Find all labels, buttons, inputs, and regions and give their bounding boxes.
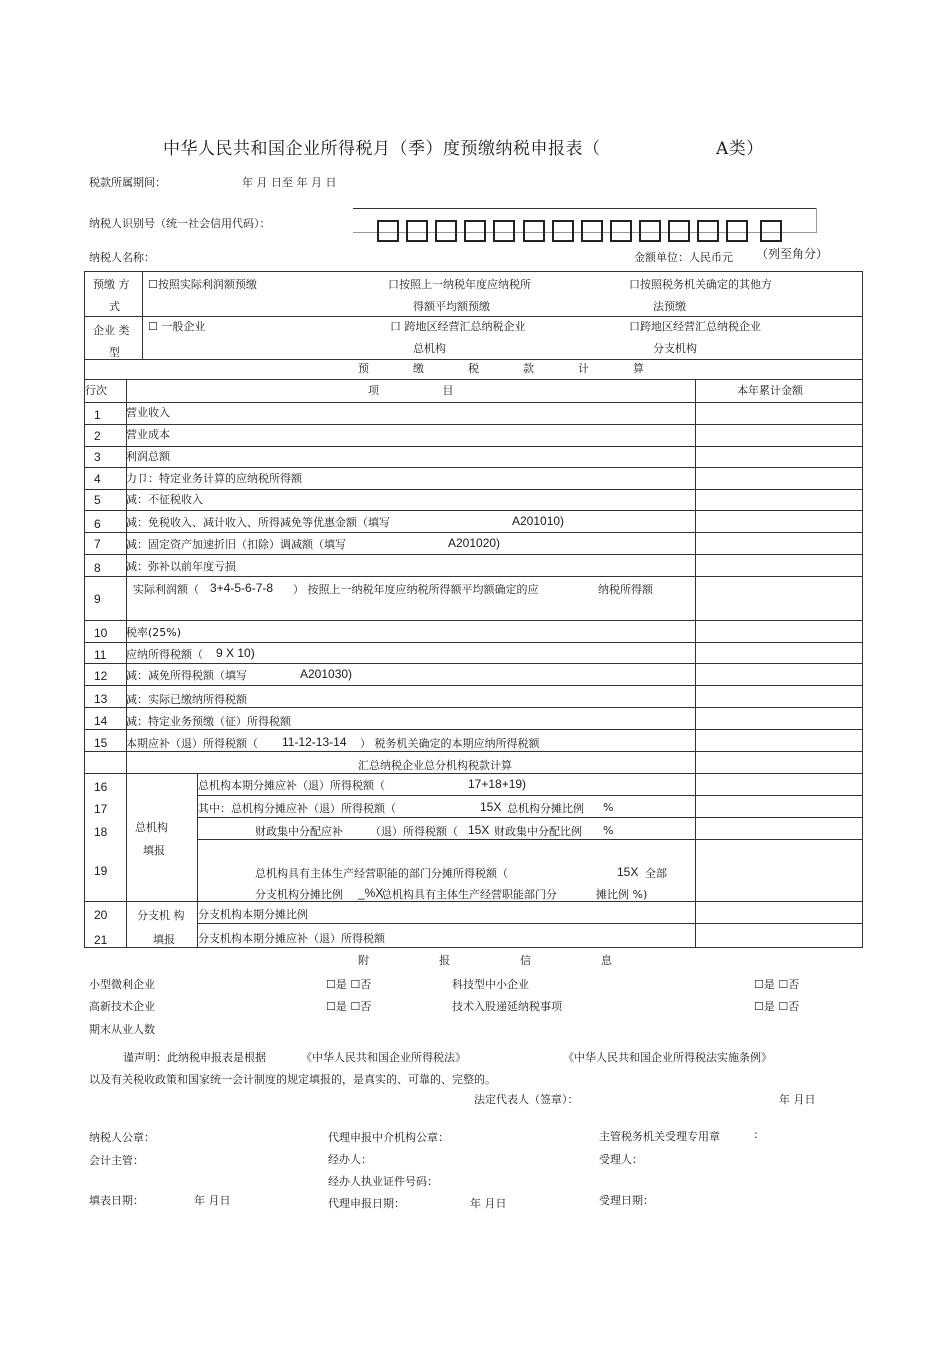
row-code: A201030) — [300, 667, 353, 681]
row-text: 分支机构本期分摊应补（退）所得税额 — [198, 932, 385, 945]
enterprise-option-branch-2: 分支机构 — [653, 342, 697, 355]
row-text: 减：弥补以前年度亏损 — [126, 560, 236, 573]
tech-sme-yesno[interactable]: ☐是 ☐否 — [754, 978, 800, 991]
row-text: 其中：总机构分摊应补（退）所得税额（ — [198, 802, 396, 815]
employees-label: 期末从业人数 — [89, 1023, 155, 1036]
row-no: 4 — [94, 472, 101, 486]
fill-date-value[interactable]: 年 月日 — [194, 1194, 231, 1207]
row-text: 减：特定业务预缴（征）所得税额 — [126, 715, 291, 728]
row-code: A201020) — [448, 536, 501, 550]
row-no: 20 — [94, 908, 108, 922]
row-no: 11 — [94, 648, 107, 662]
section-attached-info: 附报信息 — [358, 954, 682, 967]
row-text: 总机构本期分摊应补（退）所得税额（ — [198, 779, 385, 792]
agency-date-value[interactable]: 年 月日 — [470, 1197, 507, 1210]
receiver-label[interactable]: 受理人： — [599, 1153, 643, 1166]
legal-rep-label[interactable]: 法定代表人（签章）： — [474, 1093, 579, 1106]
form-title-suffix: A类） — [716, 139, 764, 159]
prepay-option-other-2: 法预缴 — [653, 300, 686, 313]
row-no: 9 — [94, 592, 101, 606]
row-no: 13 — [94, 692, 108, 706]
row-formula: 15X — [468, 823, 490, 837]
row-text: 减：固定资产加速折旧（扣除）调减额（填写 — [126, 538, 346, 551]
row-text: 应纳所得税额（ — [126, 648, 203, 661]
legal-rep-date[interactable]: 年 月日 — [779, 1093, 816, 1106]
tech-share-label: 技术入股递延纳税事项 — [452, 1000, 562, 1013]
row-text: 减：减免所得税额（填写 — [126, 669, 247, 682]
row-no: 12 — [94, 669, 108, 683]
row-text: 财政集中分配应补 — [255, 825, 343, 838]
row-pct: % — [603, 824, 614, 837]
row-no: 19 — [94, 864, 108, 878]
col-header-row: 行次 — [85, 384, 107, 397]
enterprise-option-branch[interactable]: 口跨地区经营汇总纳税企业 — [629, 320, 761, 333]
row-no: 1 — [94, 408, 101, 422]
prepay-option-average[interactable]: 口按照上一纳税年度应纳税所 — [388, 278, 531, 291]
hq-label: 总机构 — [135, 821, 168, 834]
section-hq-branch-calc: 汇总纳税企业总分机构税款计算 — [358, 759, 512, 772]
row-text: 减：不征税收入 — [126, 493, 203, 506]
row-no: 6 — [94, 517, 101, 531]
row-pct: % — [603, 801, 614, 814]
row-no: 5 — [94, 493, 101, 507]
currency-note: （列至角分） — [756, 247, 829, 261]
row-text: 减：实际已缴纳所得税额 — [126, 693, 247, 706]
row-formula: 15X — [480, 800, 502, 814]
agency-seal-label[interactable]: 代理申报中介机构公章： — [328, 1131, 449, 1144]
row-no: 7 — [94, 537, 101, 551]
hightech-yesno[interactable]: ☐是 ☐否 — [326, 1000, 372, 1013]
form-title: 中华人民共和国企业所得税月（季）度预缴纳税申报表（ — [163, 139, 601, 159]
authority-seal-label[interactable]: 主管税务机关受理专用章 — [599, 1130, 720, 1143]
hq-label-2: 填报 — [143, 844, 165, 857]
row-text-cont: ） 税务机关确定的本期应纳所得税额 — [360, 737, 540, 750]
row-line2a: 分支机构分摊比例 — [255, 888, 343, 901]
row-no: 3 — [94, 450, 101, 464]
accountant-label[interactable]: 会计主管： — [89, 1154, 144, 1167]
row-text-cont: 总机构分摊比例 — [507, 802, 584, 815]
row-text-cont: ） 按照上一纳税年度应纳税所得额平均额确定的应 — [293, 583, 539, 596]
declaration-prefix: 谨声明：此纳税申报表是根据 — [123, 1051, 266, 1064]
handler-cert-label[interactable]: 经办人执业证件号码： — [328, 1175, 438, 1188]
currency-unit: 金额单位：人民币元 — [634, 251, 733, 264]
enterprise-option-hq-2: 总机构 — [413, 342, 446, 355]
fill-date-label: 填表日期： — [89, 1194, 144, 1207]
row-no: 17 — [94, 802, 108, 816]
row-formula: 17+18+19) — [468, 777, 527, 791]
row-no: 14 — [94, 714, 108, 728]
section-prepay-calc: 预缴税款计算 — [358, 362, 688, 375]
row-no: 21 — [94, 933, 108, 947]
tech-share-yesno[interactable]: ☐是 ☐否 — [754, 1000, 800, 1013]
row-text-cont: 财政集中分配比例 — [494, 825, 582, 838]
row-no: 18 — [94, 825, 108, 839]
row-text: 分支机构本期分摊比例 — [198, 908, 308, 921]
prepay-option-actual[interactable]: ☐按照实际利润额预缴 — [148, 278, 257, 291]
row-text: 营业成本 — [126, 428, 170, 441]
declaration-law1: 《中华人民共和国企业所得税法》 — [301, 1051, 466, 1064]
row-line2b: _%X — [358, 886, 384, 900]
row-formula: 15X — [617, 865, 639, 879]
row-text: 总机构具有主体生产经营职能的部门分摊所得税额（ — [255, 867, 508, 880]
enterprise-option-general[interactable]: ☐ 一般企业 — [148, 320, 206, 333]
tech-sme-label: 科技型中小企业 — [452, 978, 529, 991]
prepay-option-other[interactable]: 口按照税务机关确定的其他方 — [629, 278, 772, 291]
row-text: 实际利润额（ — [133, 583, 199, 596]
period-label: 税款所属期间： — [89, 176, 166, 189]
row-text: 营业收入 — [126, 406, 170, 419]
small-enterprise-yesno[interactable]: ☐是 ☐否 — [326, 978, 372, 991]
prepay-option-average-2: 得额平均额预缴 — [413, 300, 490, 313]
enterprise-type-label-2: 型 — [109, 346, 120, 359]
period-value[interactable]: 年 月 日至 年 月 日 — [242, 176, 337, 189]
agency-date-label: 代理申报日期： — [328, 1197, 405, 1210]
row-text-cont: 全部 — [645, 867, 667, 880]
declaration-law2: 《中华人民共和国企业所得税法实施条例》 — [563, 1051, 772, 1064]
enterprise-type-label: 企业 类 — [93, 324, 130, 337]
enterprise-option-hq[interactable]: 口 跨地区经营汇总纳税企业 — [390, 320, 526, 333]
row-text: 减：免税收入、减计收入、所得减免等优惠金额（填写 — [126, 516, 390, 529]
taxpayer-id-label: 纳税人识别号（统一社会信用代码）： — [89, 217, 271, 230]
row-text-cont-2: 纳税所得额 — [598, 583, 653, 596]
branch-label: 分支机 构 — [137, 909, 185, 922]
declaration-line2: 以及有关税收政策和国家统一会计制度的规定填报的，是真实的、可靠的、完整的。 — [89, 1073, 496, 1086]
row-text: 本期应补（退）所得税额（ — [126, 737, 258, 750]
taxpayer-seal-label[interactable]: 纳税人公章： — [89, 1131, 155, 1144]
row-no: 8 — [94, 561, 101, 575]
row-code: A201010) — [512, 514, 565, 528]
prepay-method-label-2: 式 — [109, 300, 120, 313]
row-no: 16 — [94, 780, 108, 794]
row-line2c: 总机构具有主体生产经营职能部门分 — [381, 888, 557, 901]
row-text: 力卩：特定业务计算的应纳税所得额 — [126, 472, 302, 485]
branch-label-2: 填报 — [153, 933, 175, 946]
receive-date-label[interactable]: 受理日期： — [599, 1194, 654, 1207]
row-formula: 3+4-5-6-7-8 — [210, 581, 274, 595]
row-text-b: （退）所得税额（ — [370, 825, 458, 838]
hightech-label: 高新技术企业 — [89, 1000, 155, 1013]
handler-label[interactable]: 经办人： — [328, 1153, 372, 1166]
col-header-amount: 本年累计金额 — [737, 384, 803, 397]
row-no: 2 — [94, 429, 101, 443]
small-enterprise-label: 小型微利企业 — [89, 978, 155, 991]
row-text: 税率(25%) — [126, 626, 182, 639]
row-no: 15 — [94, 736, 108, 750]
authority-seal-colon: : — [754, 1128, 758, 1141]
row-line2d: 摊比例 %) — [596, 888, 648, 901]
prepay-method-label: 预缴 方 — [93, 278, 130, 291]
col-header-item: 项 目 — [368, 384, 454, 397]
row-text: 利润总额 — [126, 450, 170, 463]
row-no: 10 — [94, 626, 108, 640]
row-formula: 11-12-13-14 — [282, 735, 347, 749]
taxpayer-name-label: 纳税人名称： — [89, 251, 155, 264]
row-formula: 9 X 10) — [216, 646, 255, 660]
